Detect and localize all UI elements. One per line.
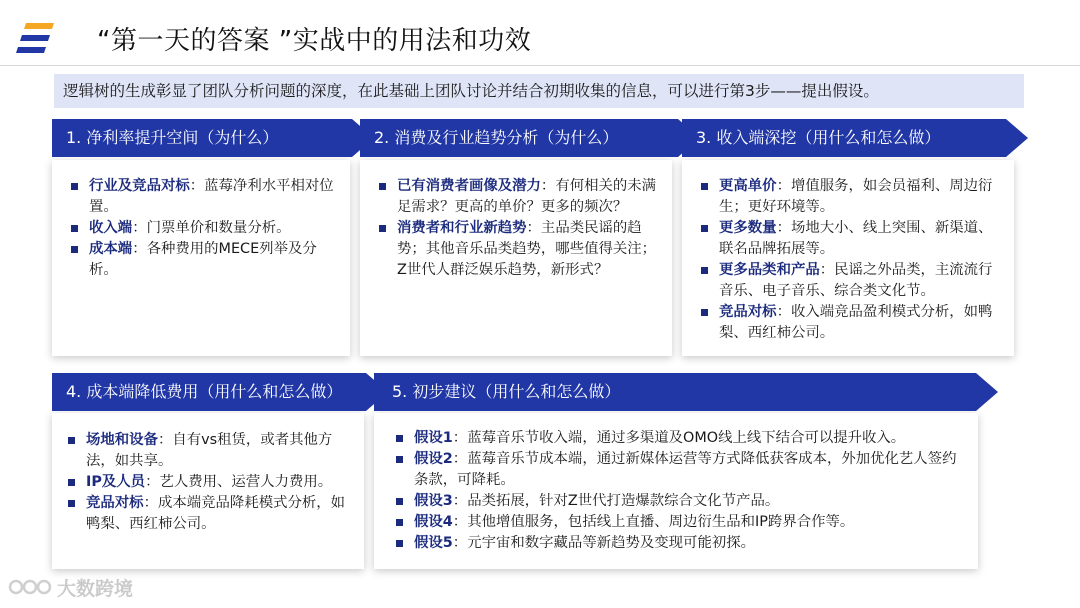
bullet-key: IP及人员 <box>86 474 146 490</box>
list-item <box>67 218 337 239</box>
bullet-text: ：民谣之外品类，主流流行音乐、电子音乐、综合类文化节。 <box>719 262 993 299</box>
section-header-2 <box>360 119 700 157</box>
title-divider <box>0 65 1080 66</box>
bullet-text: ：蓝莓净利水平相对位置。 <box>89 178 334 215</box>
bullet-list-2 <box>375 176 661 281</box>
section-title-4: 4. 成本端降低费用（用什么和怎么做） <box>66 382 343 401</box>
bullet-key: 消费者和行业新趋势 <box>397 220 527 236</box>
list-item <box>392 449 968 491</box>
brand-logo-icon <box>16 23 54 55</box>
bullet-key: 假设4 <box>414 514 453 530</box>
list-item <box>697 260 1001 302</box>
bullet-text: ：品类拓展，针对Z世代打造爆款综合文化节产品。 <box>452 493 780 509</box>
bullet-key: 竞品对标 <box>719 304 777 320</box>
bullet-list-4 <box>64 430 354 535</box>
section-title-3: 3. 收入端深挖（用什么和怎么做） <box>696 128 941 147</box>
section-header-3 <box>682 119 1028 157</box>
intro-banner: 逻辑树的生成彰显了团队分析问题的深度，在此基础上团队讨论并结合初期收集的信息，可以进行第3步——提出假设。 <box>54 74 1024 108</box>
section-title-1: 1. 净利率提升空间（为什么） <box>66 128 279 147</box>
list-item <box>67 176 337 218</box>
bullet-text: ：蓝莓音乐节成本端，通过新媒体运营等方式降低获客成本，外加优化艺人签约条款，可降耗。 <box>414 451 957 488</box>
bullet-key: 假设3 <box>414 493 453 509</box>
list-item <box>392 428 968 449</box>
page-title: “第一天的答案 ”实战中的用法和功效 <box>97 26 532 56</box>
watermark-text: 大数跨境 <box>57 577 134 600</box>
bullet-key: 成本端 <box>89 241 133 257</box>
bullet-text: ：增值服务，如会员福利、周边衍生；更好环境等。 <box>719 178 993 215</box>
bullet-text: ：有何相关的未满足需求？更高的单价？更多的频次？ <box>397 178 657 215</box>
bullet-text: ：自有vs租赁，或者其他方法，如共享。 <box>86 432 333 469</box>
bullet-text: ：收入端竞品盈利模式分析，如鸭梨、西红柿公司。 <box>719 304 993 341</box>
section-header-1 <box>52 119 374 157</box>
list-item <box>64 493 354 535</box>
list-item <box>392 512 968 533</box>
list-item <box>697 302 1001 344</box>
bullet-text: ：元宇宙和数字藏品等新趋势及变现可能初探。 <box>452 535 756 551</box>
bullet-text: ：蓝莓音乐节收入端，通过多渠道及OMO线上线下结合可以提升收入。 <box>452 430 906 446</box>
bullet-text: ：艺人费用、运营人力费用。 <box>145 474 333 490</box>
bullet-key: 更高单价 <box>719 178 777 194</box>
bullet-key: 假设1 <box>414 430 453 446</box>
list-item <box>375 176 661 218</box>
list-item <box>697 176 1001 218</box>
list-item <box>67 239 337 281</box>
watermark <box>8 574 133 600</box>
watermark-logo-icon <box>8 575 52 599</box>
list-item <box>64 430 354 472</box>
bullet-key: 行业及竞品对标 <box>89 178 190 194</box>
section-title-5: 5. 初步建议（用什么和怎么做） <box>392 382 621 401</box>
bullet-text: ：主品类民谣的趋势；其他音乐品类趋势，哪些值得关注；Z世代人群泛娱乐趋势，新形式？ <box>397 220 657 278</box>
section-header-5 <box>374 373 998 411</box>
bullet-key: 已有消费者画像及潜力 <box>397 178 541 194</box>
bullet-text: ：场地大小、线上突围、新渠道、联名品牌拓展等。 <box>719 220 993 257</box>
bullet-key: 假设5 <box>414 535 453 551</box>
list-item <box>64 472 354 493</box>
bullet-key: 更多品类和产品 <box>719 262 820 278</box>
list-item <box>375 218 661 281</box>
list-item <box>392 491 968 512</box>
bullet-list-5 <box>392 428 968 554</box>
bullet-key: 假设2 <box>414 451 453 467</box>
bullet-text: ：门票单价和数量分析。 <box>132 220 291 236</box>
section-header-4 <box>52 373 388 411</box>
bullet-key: 更多数量 <box>719 220 777 236</box>
list-item <box>392 533 968 554</box>
list-item <box>697 218 1001 260</box>
bullet-list-3 <box>697 176 1001 344</box>
bullet-text: ：各种费用的MECE列举及分析。 <box>89 241 317 278</box>
bullet-text: ：成本端竞品降耗模式分析，如鸭梨、西红柿公司。 <box>86 495 346 532</box>
section-title-2: 2. 消费及行业趋势分析（为什么） <box>374 128 619 147</box>
bullet-text: ：其他增值服务，包括线上直播、周边衍生品和IP跨界合作等。 <box>452 514 855 530</box>
bullet-key: 竞品对标 <box>86 495 144 511</box>
bullet-list-1 <box>67 176 337 281</box>
bullet-key: 场地和设备 <box>86 432 158 448</box>
bullet-key: 收入端 <box>89 220 133 236</box>
